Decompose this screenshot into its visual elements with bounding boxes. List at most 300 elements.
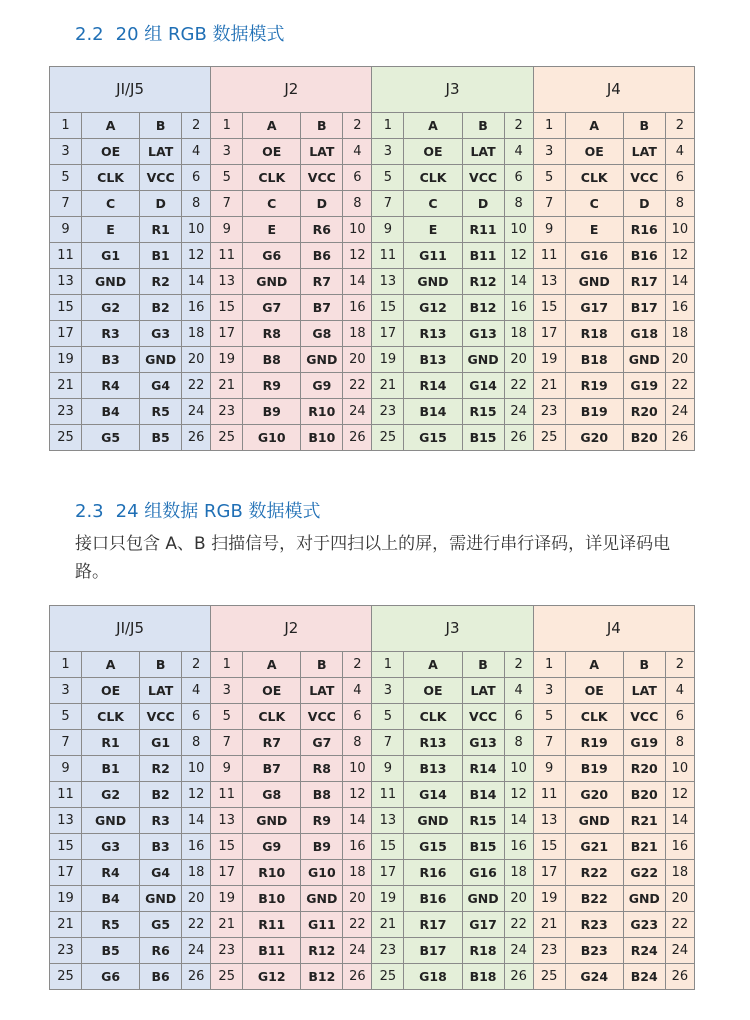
pin-signal: B14 [462, 782, 504, 808]
pin-signal: B6 [301, 243, 343, 269]
pin-number: 16 [665, 295, 694, 321]
table-row [50, 886, 695, 912]
pin-signal: B5 [82, 938, 140, 964]
pin-signal: A [404, 652, 462, 678]
pin-signal: LAT [462, 678, 504, 704]
pin-signal: B19 [565, 756, 623, 782]
pin-number: 20 [182, 347, 211, 373]
pin-number: 14 [665, 808, 694, 834]
pin-number: 13 [50, 269, 82, 295]
pin-number: 19 [211, 886, 243, 912]
pin-signal: GND [301, 347, 343, 373]
pin-number: 22 [504, 912, 533, 938]
pin-signal: B11 [243, 938, 301, 964]
table-row [50, 269, 695, 295]
pin-number: 20 [182, 886, 211, 912]
pin-number: 13 [533, 269, 565, 295]
pin-number: 6 [504, 165, 533, 191]
pin-signal: OE [565, 678, 623, 704]
pin-signal: B24 [623, 964, 665, 990]
pin-number: 5 [372, 704, 404, 730]
pin-signal: B8 [301, 782, 343, 808]
pin-number: 23 [372, 399, 404, 425]
pin-number: 4 [182, 139, 211, 165]
pin-number: 9 [50, 217, 82, 243]
pin-table-24-rgb [49, 605, 695, 990]
pin-number: 12 [343, 243, 372, 269]
pin-signal: R9 [301, 808, 343, 834]
pin-signal: R8 [301, 756, 343, 782]
pin-number: 22 [343, 912, 372, 938]
pin-signal: R12 [462, 269, 504, 295]
pin-number: 14 [343, 269, 372, 295]
pin-signal: GND [623, 886, 665, 912]
pin-number: 4 [665, 678, 694, 704]
pin-signal: R4 [82, 373, 140, 399]
pin-signal: C [404, 191, 462, 217]
pin-signal: D [301, 191, 343, 217]
pin-number: 16 [665, 834, 694, 860]
pin-signal: LAT [301, 678, 343, 704]
pin-signal: B9 [243, 399, 301, 425]
pin-signal: B2 [140, 295, 182, 321]
pin-number: 26 [182, 964, 211, 990]
table-row [50, 678, 695, 704]
pin-number: 3 [211, 678, 243, 704]
pin-number: 26 [343, 425, 372, 451]
table-row [50, 425, 695, 451]
pin-number: 3 [533, 678, 565, 704]
pin-number: 2 [665, 652, 694, 678]
pin-signal: B13 [404, 347, 462, 373]
pin-number: 24 [343, 399, 372, 425]
pin-signal: R16 [623, 217, 665, 243]
pin-signal: G6 [243, 243, 301, 269]
pin-number: 9 [372, 217, 404, 243]
table-row [50, 938, 695, 964]
pin-signal: E [243, 217, 301, 243]
pin-signal: GND [404, 269, 462, 295]
connector-header: J2 [211, 67, 372, 113]
pin-number: 5 [372, 165, 404, 191]
pin-number: 5 [211, 165, 243, 191]
pin-signal: GND [462, 347, 504, 373]
pin-signal: B16 [623, 243, 665, 269]
pin-signal: D [623, 191, 665, 217]
pin-number: 15 [50, 834, 82, 860]
pin-signal: B [462, 652, 504, 678]
pin-signal: R15 [462, 808, 504, 834]
pin-number: 11 [372, 243, 404, 269]
pin-signal: R4 [82, 860, 140, 886]
pin-number: 5 [50, 704, 82, 730]
pin-number: 8 [182, 191, 211, 217]
pin-signal: R8 [243, 321, 301, 347]
pin-number: 14 [665, 269, 694, 295]
pin-number: 21 [372, 912, 404, 938]
pin-signal: LAT [140, 678, 182, 704]
pin-number: 25 [372, 964, 404, 990]
pin-signal: R24 [623, 938, 665, 964]
pin-signal: OE [404, 678, 462, 704]
pin-signal: R20 [623, 756, 665, 782]
pin-number: 18 [504, 860, 533, 886]
pin-number: 4 [343, 139, 372, 165]
pin-signal: G12 [243, 964, 301, 990]
pin-number: 8 [504, 191, 533, 217]
pin-number: 12 [343, 782, 372, 808]
pin-number: 1 [50, 652, 82, 678]
pin-signal: OE [82, 678, 140, 704]
pin-signal: B9 [301, 834, 343, 860]
pin-signal: B2 [140, 782, 182, 808]
pin-number: 16 [182, 295, 211, 321]
pin-number: 7 [372, 191, 404, 217]
pin-number: 11 [50, 243, 82, 269]
pin-number: 23 [50, 399, 82, 425]
pin-number: 13 [50, 808, 82, 834]
pin-signal: R14 [462, 756, 504, 782]
pin-signal: B23 [565, 938, 623, 964]
pin-signal: R6 [140, 938, 182, 964]
pin-signal: B12 [301, 964, 343, 990]
pin-signal: A [243, 113, 301, 139]
pin-number: 16 [504, 834, 533, 860]
pin-number: 13 [533, 808, 565, 834]
pin-signal: VCC [301, 704, 343, 730]
pin-number: 17 [50, 321, 82, 347]
pin-signal: R13 [404, 730, 462, 756]
pin-number: 10 [665, 756, 694, 782]
pin-signal: B6 [140, 964, 182, 990]
pin-number: 6 [343, 165, 372, 191]
pin-signal: G11 [301, 912, 343, 938]
pin-signal: G14 [404, 782, 462, 808]
pin-signal: G3 [82, 834, 140, 860]
pin-number: 15 [372, 295, 404, 321]
pin-number: 7 [211, 730, 243, 756]
table-row [50, 964, 695, 990]
pin-number: 12 [665, 243, 694, 269]
pin-signal: LAT [140, 139, 182, 165]
pin-signal: VCC [462, 165, 504, 191]
pin-signal: R2 [140, 756, 182, 782]
pin-number: 13 [372, 269, 404, 295]
pin-signal: R5 [140, 399, 182, 425]
pin-number: 17 [533, 860, 565, 886]
pin-number: 22 [665, 373, 694, 399]
pin-number: 11 [50, 782, 82, 808]
pin-number: 21 [50, 373, 82, 399]
pin-signal: B20 [623, 425, 665, 451]
pin-signal: OE [243, 139, 301, 165]
pin-number: 5 [211, 704, 243, 730]
table-row [50, 217, 695, 243]
pin-signal: A [82, 113, 140, 139]
pin-number: 12 [504, 782, 533, 808]
pin-number: 5 [50, 165, 82, 191]
pin-signal: R13 [404, 321, 462, 347]
pin-number: 14 [182, 808, 211, 834]
pin-number: 7 [533, 730, 565, 756]
pin-signal: A [404, 113, 462, 139]
pin-number: 10 [504, 756, 533, 782]
pin-signal: G9 [243, 834, 301, 860]
pin-number: 8 [182, 730, 211, 756]
pin-signal: G17 [462, 912, 504, 938]
pin-number: 19 [50, 347, 82, 373]
pin-number: 26 [182, 425, 211, 451]
pin-number: 22 [343, 373, 372, 399]
pin-number: 25 [533, 964, 565, 990]
pin-number: 20 [343, 886, 372, 912]
pin-table-20-rgb [49, 66, 695, 451]
pin-number: 2 [343, 113, 372, 139]
pin-number: 17 [372, 321, 404, 347]
pin-number: 2 [504, 652, 533, 678]
pin-number: 17 [211, 321, 243, 347]
pin-number: 19 [50, 886, 82, 912]
pin-signal: G14 [462, 373, 504, 399]
pin-signal: B12 [462, 295, 504, 321]
pin-number: 6 [182, 704, 211, 730]
pin-signal: R17 [623, 269, 665, 295]
pin-number: 8 [665, 191, 694, 217]
pin-number: 19 [372, 347, 404, 373]
pin-signal: G9 [301, 373, 343, 399]
pin-signal: A [565, 113, 623, 139]
pin-signal: R10 [301, 399, 343, 425]
table-row [50, 730, 695, 756]
pin-number: 11 [533, 243, 565, 269]
pin-number: 1 [211, 652, 243, 678]
pin-number: 8 [343, 191, 372, 217]
pin-signal: VCC [623, 165, 665, 191]
pin-signal: G20 [565, 782, 623, 808]
connector-header: J2 [211, 606, 372, 652]
pin-number: 4 [504, 139, 533, 165]
pin-number: 11 [533, 782, 565, 808]
section-number: 2.2 [75, 24, 104, 45]
table-row [50, 321, 695, 347]
pin-signal: B18 [565, 347, 623, 373]
pin-signal: B8 [243, 347, 301, 373]
pin-signal: A [243, 652, 301, 678]
table-row [50, 652, 695, 678]
pin-number: 5 [533, 165, 565, 191]
pin-number: 12 [665, 782, 694, 808]
section-heading-2-3 [75, 497, 321, 523]
pin-number: 23 [533, 938, 565, 964]
pin-signal: B [140, 652, 182, 678]
pin-signal: GND [243, 808, 301, 834]
pin-number: 2 [182, 652, 211, 678]
pin-signal: G6 [82, 964, 140, 990]
pin-number: 8 [504, 730, 533, 756]
pin-signal: B [140, 113, 182, 139]
pin-signal: C [243, 191, 301, 217]
pin-signal: G22 [623, 860, 665, 886]
pin-signal: R3 [82, 321, 140, 347]
pin-signal: B [301, 652, 343, 678]
pin-signal: R1 [82, 730, 140, 756]
pin-number: 24 [182, 938, 211, 964]
pin-signal: G15 [404, 425, 462, 451]
table-row [50, 243, 695, 269]
pin-number: 5 [533, 704, 565, 730]
pin-number: 20 [665, 347, 694, 373]
pin-signal: G2 [82, 782, 140, 808]
pin-signal: B18 [462, 964, 504, 990]
pin-number: 13 [372, 808, 404, 834]
pin-number: 16 [182, 834, 211, 860]
pin-signal: G11 [404, 243, 462, 269]
pin-number: 15 [211, 834, 243, 860]
pin-signal: R2 [140, 269, 182, 295]
pin-signal: G8 [301, 321, 343, 347]
pin-signal: G7 [243, 295, 301, 321]
pin-signal: B10 [301, 425, 343, 451]
pin-signal: GND [301, 886, 343, 912]
pin-number: 19 [533, 347, 565, 373]
pin-signal: B15 [462, 834, 504, 860]
pin-number: 7 [211, 191, 243, 217]
pin-signal: C [565, 191, 623, 217]
pin-signal: LAT [462, 139, 504, 165]
pin-signal: B [623, 652, 665, 678]
pin-number: 22 [665, 912, 694, 938]
pin-signal: D [140, 191, 182, 217]
pin-signal: B7 [301, 295, 343, 321]
pin-signal: G10 [301, 860, 343, 886]
pin-signal: G15 [404, 834, 462, 860]
pin-number: 21 [211, 912, 243, 938]
pin-signal: G20 [565, 425, 623, 451]
pin-signal: A [82, 652, 140, 678]
pin-number: 10 [343, 217, 372, 243]
pin-number: 10 [343, 756, 372, 782]
pin-number: 11 [211, 243, 243, 269]
pin-signal: GND [623, 347, 665, 373]
table-row [50, 782, 695, 808]
pin-signal: VCC [140, 704, 182, 730]
pin-signal: CLK [82, 165, 140, 191]
pin-signal: B17 [623, 295, 665, 321]
pin-signal: R15 [462, 399, 504, 425]
pin-signal: VCC [301, 165, 343, 191]
pin-signal: GND [565, 808, 623, 834]
pin-signal: VCC [140, 165, 182, 191]
pin-number: 9 [533, 217, 565, 243]
pin-number: 9 [211, 756, 243, 782]
header-row [50, 606, 695, 652]
table-row [50, 399, 695, 425]
pin-number: 15 [533, 295, 565, 321]
pin-number: 11 [211, 782, 243, 808]
table-row [50, 808, 695, 834]
pin-signal: GND [462, 886, 504, 912]
connector-header: J4 [533, 67, 694, 113]
pin-signal: B3 [82, 347, 140, 373]
pin-signal: E [404, 217, 462, 243]
pin-signal: LAT [301, 139, 343, 165]
pin-signal: GND [82, 808, 140, 834]
pin-number: 26 [504, 964, 533, 990]
pin-number: 16 [504, 295, 533, 321]
pin-number: 23 [533, 399, 565, 425]
pin-number: 18 [182, 321, 211, 347]
pin-signal: B17 [404, 938, 462, 964]
pin-signal: VCC [462, 704, 504, 730]
pin-signal: R18 [565, 321, 623, 347]
pin-signal: B11 [462, 243, 504, 269]
pin-signal: GND [140, 347, 182, 373]
pin-number: 14 [182, 269, 211, 295]
pin-number: 20 [504, 347, 533, 373]
pin-number: 21 [372, 373, 404, 399]
pin-number: 21 [50, 912, 82, 938]
pin-signal: R5 [82, 912, 140, 938]
pin-number: 15 [533, 834, 565, 860]
pin-signal: R1 [140, 217, 182, 243]
pin-signal: E [565, 217, 623, 243]
pin-number: 1 [50, 113, 82, 139]
pin-signal: G24 [565, 964, 623, 990]
pin-number: 12 [182, 243, 211, 269]
pin-signal: G18 [404, 964, 462, 990]
pin-number: 4 [182, 678, 211, 704]
pin-signal: G1 [82, 243, 140, 269]
pin-number: 24 [504, 399, 533, 425]
pin-number: 23 [211, 399, 243, 425]
pin-signal: OE [243, 678, 301, 704]
pin-signal: G7 [301, 730, 343, 756]
pin-number: 14 [504, 808, 533, 834]
header-row [50, 67, 695, 113]
pin-number: 18 [343, 860, 372, 886]
pin-number: 1 [372, 652, 404, 678]
pin-number: 16 [343, 295, 372, 321]
pin-number: 17 [372, 860, 404, 886]
section-number: 2.3 [75, 501, 104, 522]
pin-signal: G17 [565, 295, 623, 321]
pin-signal: B14 [404, 399, 462, 425]
pin-number: 20 [504, 886, 533, 912]
pin-signal: B21 [623, 834, 665, 860]
pin-number: 18 [665, 321, 694, 347]
pin-number: 21 [533, 912, 565, 938]
pin-number: 14 [504, 269, 533, 295]
pin-number: 25 [211, 425, 243, 451]
section-title: 24 组数据 RGB 数据模式 [115, 501, 321, 522]
pin-number: 6 [665, 165, 694, 191]
pin-number: 20 [665, 886, 694, 912]
pin-signal: R17 [404, 912, 462, 938]
connector-header: J4 [533, 606, 694, 652]
pin-signal: B10 [243, 886, 301, 912]
pin-signal: GND [82, 269, 140, 295]
pin-signal: B1 [82, 756, 140, 782]
pin-number: 18 [182, 860, 211, 886]
pin-signal: CLK [243, 704, 301, 730]
pin-signal: LAT [623, 139, 665, 165]
connector-header: JI/J5 [50, 606, 211, 652]
pin-signal: G4 [140, 860, 182, 886]
pin-signal: G5 [82, 425, 140, 451]
pin-signal: G13 [462, 730, 504, 756]
pin-number: 25 [533, 425, 565, 451]
table-row [50, 113, 695, 139]
